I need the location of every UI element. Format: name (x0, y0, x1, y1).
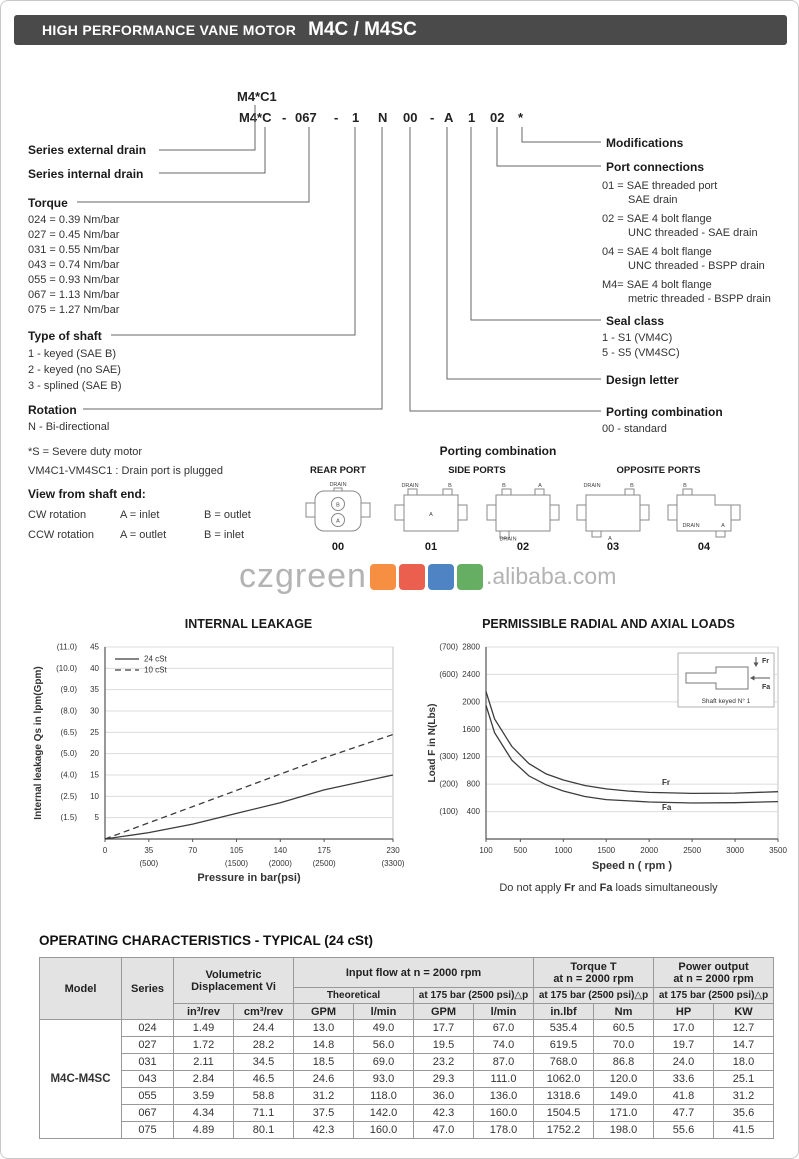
unit-header: Nm (594, 1004, 654, 1020)
table-row (40, 1071, 774, 1088)
series-cell: 027 (122, 1037, 174, 1054)
value-cell: 198.0 (594, 1122, 654, 1139)
porting-diagram-04 (659, 479, 749, 541)
value-cell: 1752.2 (534, 1122, 594, 1139)
torque-item: 067 = 1.13 Nm/bar (28, 289, 120, 301)
subheader-at175: at 175 bar (2500 psi)△p (534, 988, 654, 1004)
svg-text:25: 25 (90, 727, 99, 737)
value-cell: 31.2 (294, 1088, 354, 1105)
view-row: CCW rotation A = outlet B = inlet (28, 529, 245, 541)
seal-class-item: 1 - S1 (VM4C) (602, 332, 673, 344)
svg-text:(3300): (3300) (381, 859, 405, 868)
drain-label: DRAIN (329, 482, 347, 488)
svg-text:(300): (300) (439, 752, 458, 762)
value-cell: 41.8 (654, 1088, 714, 1105)
value-cell: 111.0 (474, 1071, 534, 1088)
svg-text:(5.0): (5.0) (60, 749, 77, 759)
svg-text:(600): (600) (439, 669, 458, 679)
value-cell: 67.0 (474, 1020, 534, 1037)
series-cell: 067 (122, 1105, 174, 1122)
value-cell: 14.7 (714, 1037, 774, 1054)
value-cell: 120.0 (594, 1071, 654, 1088)
svg-text:20: 20 (90, 749, 99, 759)
value-cell: 13.0 (294, 1020, 354, 1037)
port-b-label: B (336, 502, 340, 509)
svg-text:(700): (700) (439, 642, 458, 652)
port-a-label: A (608, 536, 612, 541)
value-cell: 25.1 (714, 1071, 774, 1088)
torque-item: 075 = 1.27 Nm/bar (28, 304, 120, 316)
porting-diagram-00 (293, 479, 383, 541)
alibaba-logo-icon (399, 564, 425, 590)
svg-text:175: 175 (317, 846, 331, 855)
svg-text:(8.0): (8.0) (60, 706, 77, 716)
svg-text:500: 500 (513, 846, 528, 855)
shaft-type-list (28, 346, 122, 394)
torque-item: 031 = 0.55 Nm/bar (28, 244, 120, 256)
page-title: HIGH PERFORMANCE VANE MOTOR (42, 22, 297, 38)
svg-text:Fa: Fa (662, 803, 672, 813)
watermark (239, 557, 616, 596)
table-row (40, 1105, 774, 1122)
table-row (40, 1054, 774, 1071)
value-cell: 535.4 (534, 1020, 594, 1037)
unit-header: in.lbf (534, 1004, 594, 1020)
value-cell: 60.5 (594, 1020, 654, 1037)
model-cell: M4C-M4SC (40, 1020, 122, 1139)
svg-text:0: 0 (102, 846, 108, 855)
code-part: 02 (490, 110, 505, 125)
code-part: A (444, 110, 454, 125)
shaft-type-label: Type of shaft (28, 329, 102, 343)
svg-text:15: 15 (90, 770, 99, 780)
unit-header: GPM (414, 1004, 474, 1020)
note-text: Do not apply (499, 882, 565, 894)
torque-label: Torque (28, 196, 68, 210)
value-cell: 42.3 (414, 1105, 474, 1122)
value-cell: 74.0 (474, 1037, 534, 1054)
svg-text:Pressure in bar(psi): Pressure in bar(psi) (197, 872, 301, 884)
table-row (40, 1037, 774, 1054)
value-cell: 80.1 (234, 1122, 294, 1139)
svg-text:2500: 2500 (683, 846, 702, 855)
port-option: 04 = SAE 4 bolt flange UNC threaded - BSPP drain (602, 246, 765, 272)
port-b-label: B (502, 483, 506, 489)
code-part: 00 (403, 110, 418, 125)
value-cell: 3.59 (174, 1088, 234, 1105)
svg-text:Fr: Fr (762, 658, 769, 665)
value-cell: 55.6 (654, 1122, 714, 1139)
internal-leakage-plot (29, 633, 424, 889)
value-cell: 149.0 (594, 1088, 654, 1105)
value-cell: 178.0 (474, 1122, 534, 1139)
note-fa: Fa (599, 882, 613, 894)
svg-text:2000: 2000 (640, 846, 659, 855)
porting-number: 02 (516, 541, 530, 553)
value-cell: 17.0 (654, 1020, 714, 1037)
drain-plug-note: VM4C1-VM4SC1 : Drain port is plugged (28, 465, 224, 477)
value-cell: 619.5 (534, 1037, 594, 1054)
svg-text:Fa: Fa (762, 684, 771, 691)
side-ports-group-label: SIDE PORTS (448, 465, 506, 476)
subheader-at175: at 175 bar (2500 psi)△p (654, 988, 774, 1004)
shaft-type-item: 1 - keyed (SAE B) (28, 348, 117, 360)
alibaba-logo-icon (428, 564, 454, 590)
port-option: 01 = SAE threaded port SAE drain (602, 180, 718, 206)
model-title: M4C / M4SC (308, 19, 417, 40)
page-header (14, 15, 787, 45)
loads-note (426, 882, 791, 894)
value-cell: 49.0 (354, 1020, 414, 1037)
port-b-label: B (448, 483, 452, 489)
value-cell: 136.0 (474, 1088, 534, 1105)
series-cell: 031 (122, 1054, 174, 1071)
col-header-torque: Torque T at n = 2000 rpm (534, 958, 654, 988)
table-row (40, 1088, 774, 1105)
svg-text:1200: 1200 (462, 752, 480, 762)
svg-text:(10.0): (10.0) (56, 663, 77, 673)
svg-text:(2000): (2000) (268, 859, 292, 868)
value-cell: 29.3 (414, 1071, 474, 1088)
value-cell: 18.0 (714, 1054, 774, 1071)
porting-combination-label: Porting combination (606, 405, 723, 419)
value-cell: 31.2 (714, 1088, 774, 1105)
value-cell: 56.0 (354, 1037, 414, 1054)
drain-label: DRAIN (499, 536, 517, 541)
porting-section-heading: Porting combination (439, 444, 557, 458)
svg-text:(100): (100) (439, 807, 458, 817)
code-separator: - (334, 110, 339, 125)
torque-item: 024 = 0.39 Nm/bar (28, 214, 120, 226)
value-cell: 69.0 (354, 1054, 414, 1071)
drain-label: DRAIN (682, 523, 700, 529)
porting-number: 00 (331, 541, 345, 553)
svg-text:1000: 1000 (554, 846, 573, 855)
seal-class-item: 5 - S5 (VM4SC) (602, 347, 680, 359)
unit-header: KW (714, 1004, 774, 1020)
unit-header: in³/rev (174, 1004, 234, 1020)
value-cell: 1.49 (174, 1020, 234, 1037)
drain-label: DRAIN (583, 483, 601, 489)
value-cell: 14.8 (294, 1037, 354, 1054)
value-cell: 87.0 (474, 1054, 534, 1071)
rotation-label: Rotation (28, 403, 77, 417)
svg-text:10 cSt: 10 cSt (144, 665, 167, 675)
svg-text:Load F in N(Lbs): Load F in N(Lbs) (427, 703, 438, 783)
code-separator: - (430, 110, 435, 125)
value-cell: 1.72 (174, 1037, 234, 1054)
code-part: 067 (295, 110, 317, 125)
code-part: 1 (468, 110, 476, 125)
svg-text:100: 100 (479, 846, 493, 855)
note-fr: Fr (564, 882, 576, 894)
svg-text:Fr: Fr (662, 777, 671, 787)
value-cell: 1504.5 (534, 1105, 594, 1122)
svg-text:2800: 2800 (462, 642, 480, 652)
port-b-label: B (683, 483, 687, 489)
value-cell: 33.6 (654, 1071, 714, 1088)
col-header-model: Model (40, 958, 122, 1020)
col-header-series: Series (122, 958, 174, 1020)
operating-characteristics-table (39, 957, 774, 1139)
porting-diagram-02 (478, 479, 568, 541)
value-cell: 17.7 (414, 1020, 474, 1037)
value-cell: 93.0 (354, 1071, 414, 1088)
code-part: * (518, 110, 524, 125)
series-internal-drain-label: Series internal drain (28, 167, 144, 181)
svg-text:(6.5): (6.5) (60, 727, 77, 737)
note-text: loads simultaneously (612, 882, 718, 894)
svg-text:5: 5 (94, 813, 99, 823)
svg-text:3000: 3000 (726, 846, 744, 855)
value-cell: 35.6 (714, 1105, 774, 1122)
series-cell: 024 (122, 1020, 174, 1037)
svg-text:24 cSt: 24 cSt (144, 654, 167, 664)
series-cell: 055 (122, 1088, 174, 1105)
port-a-label: A (721, 523, 725, 529)
svg-text:Internal leakage Qs in lpm(Gpm: Internal leakage Qs in lpm(Gpm) (33, 666, 44, 820)
col-header-power: Power output at n = 2000 rpm (654, 958, 774, 988)
rotation-item: N - Bi-directional (28, 421, 110, 433)
svg-text:(4.0): (4.0) (60, 770, 77, 780)
alibaba-logo-icon (370, 564, 396, 590)
value-cell: 42.3 (294, 1122, 354, 1139)
col-header-input-flow: Input flow at n = 2000 rpm (294, 958, 534, 988)
svg-text:(2500): (2500) (312, 859, 336, 868)
svg-text:2400: 2400 (462, 669, 480, 679)
series-external-drain-label: Series external drain (28, 143, 147, 157)
chart-title: PERMISSIBLE RADIAL AND AXIAL LOADS (482, 617, 735, 631)
view-row: CW rotation A = inlet B = outlet (28, 509, 251, 521)
svg-text:105: 105 (229, 846, 244, 855)
alibaba-logo-icon (457, 564, 483, 590)
unit-header: cm³/rev (234, 1004, 294, 1020)
svg-text:10: 10 (90, 791, 99, 801)
port-b-label: B (630, 483, 634, 489)
chart-title: INTERNAL LEAKAGE (184, 617, 313, 631)
svg-text:400: 400 (466, 807, 480, 817)
svg-text:1600: 1600 (462, 724, 480, 734)
value-cell: 24.0 (654, 1054, 714, 1071)
value-cell: 71.1 (234, 1105, 294, 1122)
code-separator: - (282, 110, 287, 125)
value-cell: 46.5 (234, 1071, 294, 1088)
severe-duty-note: *S = Severe duty motor (28, 446, 143, 458)
porting-standard-item: 00 - standard (602, 423, 667, 435)
port-a-label: A (538, 483, 542, 489)
svg-text:30: 30 (90, 706, 99, 716)
model-code-top: M4*C1 (237, 89, 277, 104)
porting-number: 01 (424, 541, 438, 553)
svg-text:3500: 3500 (769, 846, 787, 855)
value-cell: 41.5 (714, 1122, 774, 1139)
code-part: 1 (352, 110, 360, 125)
porting-diagram-03 (568, 479, 658, 541)
code-part: M4*C (239, 110, 272, 125)
rotation-view-table (28, 505, 251, 545)
svg-text:40: 40 (90, 663, 99, 673)
svg-text:1500: 1500 (597, 846, 616, 855)
torque-item: 043 = 0.74 Nm/bar (28, 259, 120, 271)
svg-text:70: 70 (188, 846, 198, 855)
value-cell: 4.89 (174, 1122, 234, 1139)
svg-text:(500): (500) (139, 859, 159, 868)
modifications-label: Modifications (606, 136, 684, 150)
svg-text:140: 140 (273, 846, 287, 855)
value-cell: 118.0 (354, 1088, 414, 1105)
svg-text:800: 800 (466, 779, 480, 789)
unit-header: HP (654, 1004, 714, 1020)
torque-item: 055 = 0.93 Nm/bar (28, 274, 120, 286)
port-a-label: A (336, 518, 340, 525)
rear-port-group-label: REAR PORT (310, 465, 366, 476)
value-cell: 24.4 (234, 1020, 294, 1037)
value-cell: 1062.0 (534, 1071, 594, 1088)
port-connections-list (602, 179, 771, 311)
svg-text:Shaft keyed N° 1: Shaft keyed N° 1 (701, 698, 751, 705)
radial-axial-loads-chart (426, 617, 791, 877)
port-option: M4= SAE 4 bolt flange metric threaded - BSPP drain (602, 279, 771, 305)
value-cell: 28.2 (234, 1037, 294, 1054)
svg-text:(1500): (1500) (224, 859, 249, 868)
svg-text:Speed n ( rpm ): Speed n ( rpm ) (591, 860, 673, 872)
torque-item: 027 = 0.45 Nm/bar (28, 229, 120, 241)
table-row (40, 1122, 774, 1139)
seal-class-label: Seal class (606, 314, 665, 328)
svg-text:(11.0): (11.0) (56, 642, 77, 652)
value-cell: 2.84 (174, 1071, 234, 1088)
porting-number: 04 (697, 541, 711, 553)
table-title: OPERATING CHARACTERISTICS - TYPICAL (24 cSt) (39, 933, 374, 948)
design-letter-label: Design letter (606, 373, 679, 387)
radial-axial-loads-plot (426, 633, 791, 877)
value-cell: 70.0 (594, 1037, 654, 1054)
seal-class-list (602, 331, 680, 361)
value-cell: 1318.6 (534, 1088, 594, 1105)
shaft-type-item: 2 - keyed (no SAE) (28, 364, 121, 376)
port-a-label: A (429, 512, 433, 518)
watermark-prefix: czgreen (239, 557, 367, 595)
svg-text:2000: 2000 (462, 697, 480, 707)
value-cell: 768.0 (534, 1054, 594, 1071)
value-cell: 24.6 (294, 1071, 354, 1088)
note-text: and (575, 882, 600, 894)
value-cell: 171.0 (594, 1105, 654, 1122)
value-cell: 19.5 (414, 1037, 474, 1054)
torque-list (28, 213, 119, 318)
svg-text:230: 230 (386, 846, 400, 855)
value-cell: 47.7 (654, 1105, 714, 1122)
value-cell: 18.5 (294, 1054, 354, 1071)
svg-text:(9.0): (9.0) (60, 685, 77, 695)
code-part: N (378, 110, 388, 125)
internal-leakage-chart (29, 617, 424, 889)
subheader-at175: at 175 bar (2500 psi)△p (414, 988, 534, 1004)
opposite-ports-group-label: OPPOSITE PORTS (616, 465, 701, 476)
svg-text:(2.5): (2.5) (60, 791, 77, 801)
subheader-theoretical: Theoretical (294, 988, 414, 1004)
unit-header: l/min (474, 1004, 534, 1020)
value-cell: 37.5 (294, 1105, 354, 1122)
value-cell: 142.0 (354, 1105, 414, 1122)
value-cell: 12.7 (714, 1020, 774, 1037)
value-cell: 86.8 (594, 1054, 654, 1071)
unit-header: GPM (294, 1004, 354, 1020)
value-cell: 4.34 (174, 1105, 234, 1122)
series-cell: 043 (122, 1071, 174, 1088)
unit-header: l/min (354, 1004, 414, 1020)
svg-text:45: 45 (90, 642, 99, 652)
svg-text:(1.5): (1.5) (60, 813, 77, 823)
value-cell: 19.7 (654, 1037, 714, 1054)
porting-number: 03 (606, 541, 620, 553)
value-cell: 160.0 (474, 1105, 534, 1122)
svg-text:(200): (200) (439, 779, 458, 789)
value-cell: 47.0 (414, 1122, 474, 1139)
col-header-volumetric: Volumetric Displacement Vi (174, 958, 294, 1004)
port-connections-label: Port connections (606, 160, 705, 174)
drain-label: DRAIN (401, 483, 419, 489)
view-from-shaft-label: View from shaft end: (28, 487, 146, 501)
svg-text:35: 35 (144, 846, 154, 855)
value-cell: 34.5 (234, 1054, 294, 1071)
value-cell: 23.2 (414, 1054, 474, 1071)
port-option: 02 = SAE 4 bolt flange UNC threaded - SAE drain (602, 213, 758, 239)
value-cell: 2.11 (174, 1054, 234, 1071)
watermark-suffix: .alibaba.com (485, 563, 617, 589)
value-cell: 58.8 (234, 1088, 294, 1105)
svg-text:35: 35 (90, 685, 99, 695)
series-cell: 075 (122, 1122, 174, 1139)
value-cell: 36.0 (414, 1088, 474, 1105)
shaft-type-item: 3 - splined (SAE B) (28, 380, 122, 392)
porting-diagram-01 (386, 479, 476, 541)
table-row (40, 1020, 774, 1037)
value-cell: 160.0 (354, 1122, 414, 1139)
